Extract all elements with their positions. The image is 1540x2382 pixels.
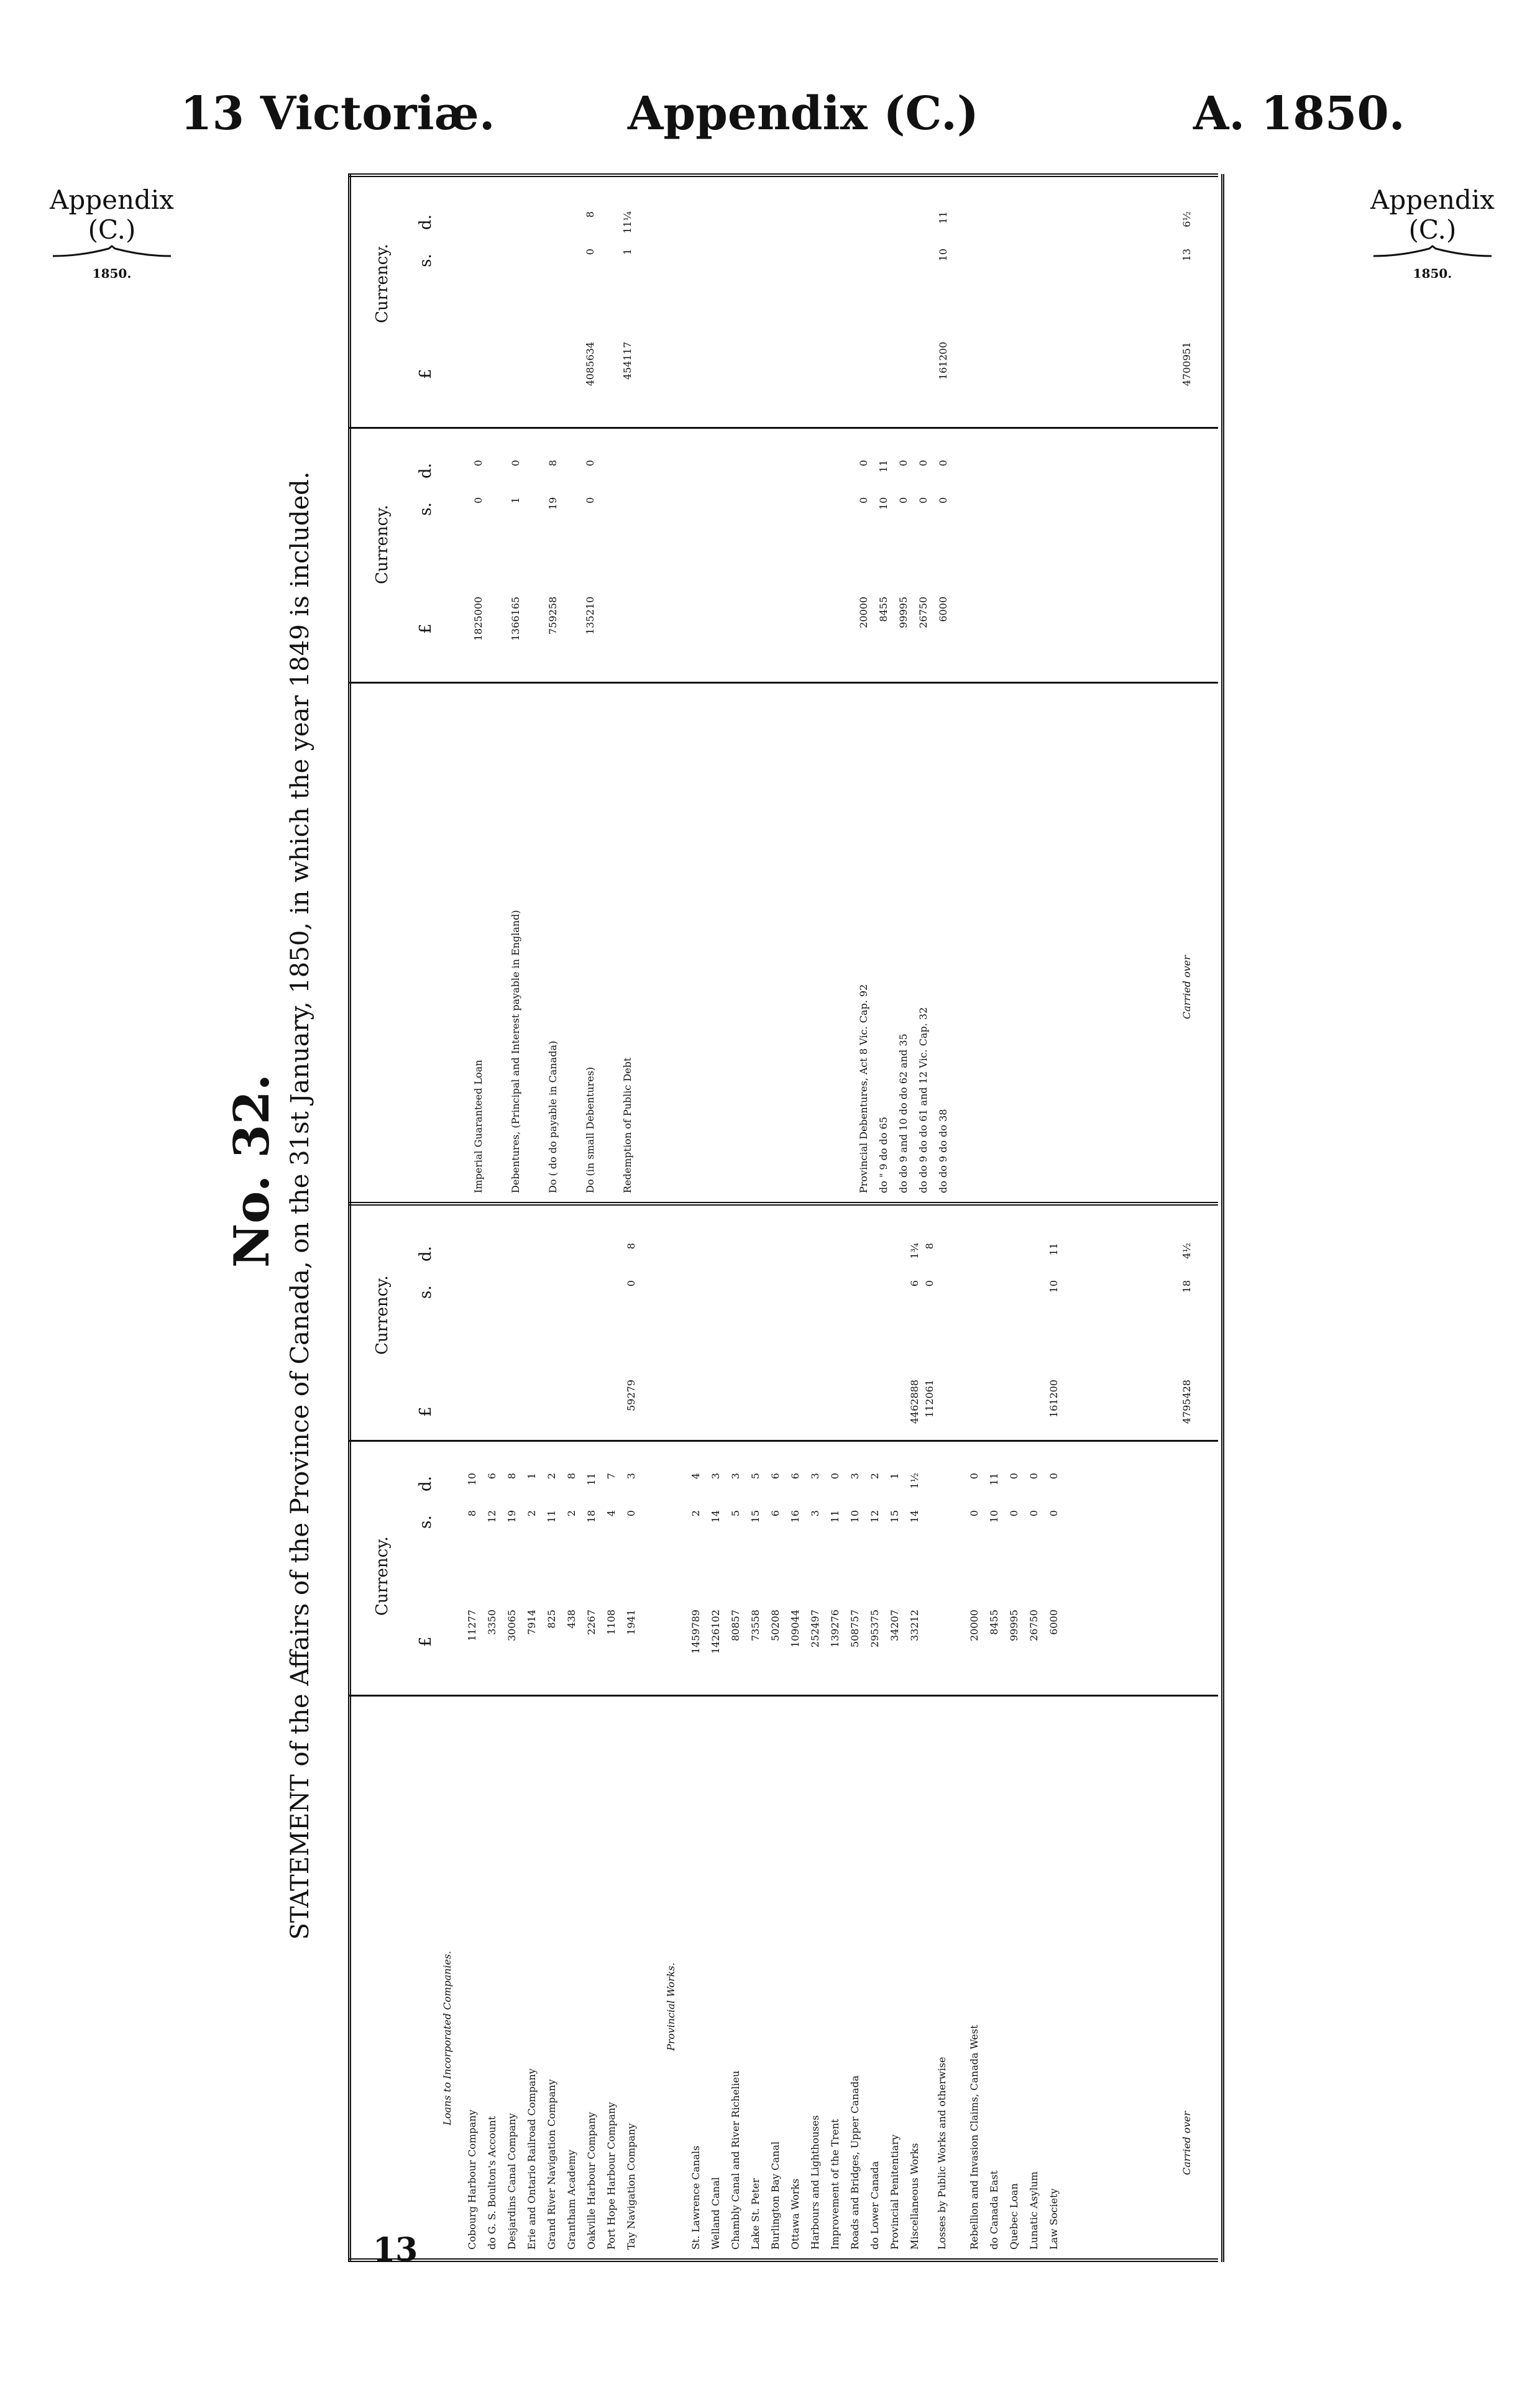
works-row-shillings: 5 [730,1510,741,1517]
loans-total-shillings: 0 [625,1280,637,1287]
claims-row-pounds: 20000 [968,1610,980,1641]
works-row-pounds: 1459789 [690,1610,702,1654]
works-row-name: Improvement of the Trent [829,2119,841,2250]
loan-row-pence: 6 [486,1473,498,1480]
margin-note-sub: (C.) [1408,214,1457,245]
works-row-pence: 1½ [909,1473,920,1489]
works-row-name: Chambly Canal and River Richelieu [730,2070,741,2250]
brace-icon [1370,245,1495,259]
claims-row-name: Law Society [1048,2188,1060,2250]
claims-row-pounds: 8455 [988,1610,1000,1635]
pence-header: d. [416,463,435,479]
loan-row-shillings: 12 [486,1510,498,1523]
claims-row-name: do Canada East [988,2170,1000,2250]
works-row-pence: 2 [869,1473,881,1480]
works-row-name: Miscellaneous Works [909,2143,920,2250]
works-row-pence: 3 [849,1473,861,1480]
works-row-pounds: 33212 [909,1610,920,1641]
works-row-shillings: 15 [749,1510,761,1523]
statement-table [348,174,1224,2262]
loans-total-pounds: 59279 [625,1380,637,1411]
margin-note-label: Appendix [1370,185,1495,215]
claims-row-pounds: 99995 [1008,1610,1020,1641]
column-rule [348,1440,1218,1442]
liability-row-pence: 0 [584,460,596,467]
loan-row-shillings: 4 [605,1510,617,1517]
works-row-pounds: 508757 [849,1610,861,1648]
carried-over-right: Carried over [1181,955,1193,1019]
claims-row-shillings: 0 [1008,1510,1020,1517]
works-row-shillings: 6 [769,1510,781,1517]
section-loans-heading: Loans to Incorporated Companies. [441,1951,453,2125]
works-row-pence: 3 [710,1473,722,1480]
debenture-row-name: do " 9 do do 65 [878,1117,889,1193]
debenture-row-pence: 0 [858,460,869,467]
loans-total-pence: 8 [625,1243,637,1250]
debenture-row-name: do do 9 and 10 do do 62 and 35 [897,1033,909,1193]
claims-row-name: Rebellion and Invasion Claims, Canada West [968,2025,980,2250]
margin-note-label: Appendix [49,185,174,215]
works-row-name: Roads and Bridges, Upper Canada [849,2075,861,2250]
claims-row-shillings: 0 [968,1510,980,1517]
works-row-pounds: 1426102 [710,1610,722,1654]
header-center: Appendix (C.) [628,87,979,140]
works-row-pounds: 252497 [809,1610,821,1648]
debenture-row-pounds: 20000 [858,597,869,628]
works-row-pounds: 34207 [889,1610,901,1641]
works-row-pence: 5 [749,1473,761,1480]
loan-row-name: do G. S. Boulton's Account [486,2116,498,2250]
works-row-name: do Lower Canada [869,2161,881,2250]
works-total-shillings: 6 [909,1280,920,1287]
works-row-name: Provincial Penitentiary [889,2134,901,2250]
works-row-name: Ottawa Works [789,2178,801,2250]
loan-row-pence: 8 [566,1473,577,1480]
liability-row-pounds: 1366165 [510,597,521,641]
loan-row-pounds: 2267 [585,1610,597,1635]
debenture-row-name: Provincial Debentures, Act 8 Vic. Cap. 92 [858,984,869,1193]
works-row-shillings: 16 [789,1510,801,1523]
debentures-total-pounds: 161200 [937,342,949,380]
carried-over-left: Carried over [1181,2111,1193,2175]
losses-row-pounds: 112061 [924,1380,935,1418]
loan-row-pounds: 438 [566,1610,577,1629]
loan-row-shillings: 2 [526,1510,538,1517]
column-rule [348,2258,1218,2262]
liability-row-name: Imperial Guaranteed Loan [472,1060,484,1193]
liability-row-name: Do (in small Debentures) [584,1066,596,1193]
loan-row-pence: 1 [526,1473,538,1480]
liability-row-pounds: 135210 [584,597,596,635]
works-row-shillings: 14 [909,1510,920,1523]
liability-row-shillings: 0 [584,497,596,504]
shilling-header: s. [416,254,435,267]
liability-row-shillings: 1 [510,497,521,504]
works-row-pence: 3 [809,1473,821,1480]
works-row-shillings: 14 [710,1510,722,1523]
carried-total-right-shillings: 13 [1181,249,1193,262]
claims-row-pence: 0 [1048,1473,1060,1480]
losses-row-name: Losses by Public Works and otherwise [936,2056,948,2250]
claims-row-pence: 0 [968,1473,980,1480]
carried-total-right-pence: 6½ [1181,211,1193,227]
works-row-shillings: 11 [829,1510,841,1523]
redemption-row-pounds: 454117 [621,342,633,380]
liability-row-pence: 0 [472,460,484,467]
pound-header: £ [416,1406,435,1417]
liability-total-pence: 8 [584,211,596,218]
section-works-heading: Provincial Works. [665,1963,677,2051]
brace-icon [50,245,174,259]
shilling-header: s. [416,1285,435,1299]
loan-row-pence: 7 [605,1473,617,1480]
works-row-pence: 1 [889,1473,901,1480]
carried-total-right-pounds: 4700951 [1181,342,1193,387]
loan-row-pounds: 825 [546,1610,557,1629]
loan-row-pounds: 3350 [486,1610,498,1635]
claims-row-name: Lunatic Asylum [1028,2171,1040,2250]
loan-row-shillings: 2 [566,1510,577,1517]
loan-row-pence: 3 [625,1473,637,1480]
claims-total-shillings: 10 [1048,1280,1060,1293]
shilling-header: s. [416,502,435,516]
page-number: 13 [373,2231,418,2269]
column-rule [348,1202,1218,1206]
liability-row-pence: 8 [547,460,559,467]
works-row-pounds: 80857 [730,1610,741,1641]
redemption-row-shillings: 1 [621,249,633,255]
works-row-pounds: 109044 [789,1610,801,1648]
loan-row-shillings: 0 [625,1510,637,1517]
loan-row-pounds: 7914 [526,1610,538,1635]
liability-row-pounds: 759258 [547,597,559,635]
debenture-row-name: do do 9 do do 38 [937,1109,949,1193]
loan-row-pounds: 11277 [466,1610,478,1641]
carried-total-left-shillings: 18 [1181,1280,1193,1293]
claims-row-shillings: 0 [1048,1510,1060,1517]
works-row-pounds: 295375 [869,1610,881,1648]
debenture-row-shillings: 0 [917,497,929,504]
works-total-pounds: 4462888 [909,1380,920,1424]
pound-header: £ [416,1636,435,1647]
loan-row-shillings: 11 [546,1510,557,1523]
debenture-row-pence: 11 [878,460,889,473]
claims-row-pounds: 26750 [1028,1610,1040,1641]
pound-header: £ [416,369,435,379]
loan-row-pence: 2 [546,1473,557,1480]
claims-row-pounds: 6000 [1048,1610,1060,1635]
works-row-shillings: 12 [869,1510,881,1523]
claims-row-name: Quebec Loan [1008,2183,1020,2250]
loan-row-pence: 11 [585,1473,597,1486]
loan-row-shillings: 19 [506,1510,518,1523]
liability-row-pounds: 1825000 [472,597,484,641]
debentures-total-pence: 11 [937,211,949,224]
claims-row-pence: 11 [988,1473,1000,1486]
works-row-name: Lake St. Peter [749,2178,761,2250]
debenture-row-pence: 0 [897,460,909,467]
loan-row-name: Port Hope Harbour Company [605,2102,617,2250]
works-row-pence: 6 [769,1473,781,1480]
debenture-row-pence: 0 [937,460,949,467]
carried-total-left-pence: 4½ [1181,1243,1193,1259]
currency-header-c4: Currency. [373,244,392,323]
liability-row-shillings: 0 [472,497,484,504]
works-row-pounds: 73558 [749,1610,761,1641]
claims-row-pence: 0 [1028,1473,1040,1480]
works-row-shillings: 2 [690,1510,702,1517]
header-right: A. 1850. [1193,87,1405,140]
column-rule [348,682,1218,684]
column-rule [348,173,1218,177]
debenture-row-pounds: 6000 [937,597,949,622]
loan-row-name: Desjardins Canal Company [506,2113,518,2250]
currency-header-c1: Currency. [373,1536,392,1616]
loan-row-name: Oakville Harbour Company [585,2112,597,2250]
column-rule [348,1695,1218,1697]
claims-row-shillings: 10 [988,1510,1000,1523]
pence-header: d. [416,1246,435,1262]
margin-note-left [28,185,196,288]
works-row-pounds: 50208 [769,1610,781,1641]
debenture-row-pence: 0 [917,460,929,467]
works-row-pence: 4 [690,1473,702,1480]
doc-number: No. 32. [224,1074,280,1268]
loan-row-pounds: 30065 [506,1610,518,1641]
works-row-shillings: 10 [849,1510,861,1523]
margin-note-year: 1850. [92,266,132,281]
debenture-row-shillings: 10 [878,497,889,510]
margin-note-right [1349,185,1516,288]
currency-header-c2: Currency. [373,1275,392,1355]
loan-row-pounds: 1941 [625,1610,637,1635]
loan-row-name: Grantham Academy [566,2150,577,2250]
works-row-name: St. Lawrence Canals [690,2145,702,2250]
claims-row-pence: 0 [1008,1473,1020,1480]
debenture-row-pounds: 26750 [917,597,929,628]
liability-row-name: Debentures, (Principal and Interest payable in England) [510,910,521,1193]
liability-total-shillings: 0 [584,249,596,255]
loan-row-name: Erie and Ontario Railroad Company [526,2068,538,2250]
margin-note-year: 1850. [1413,266,1452,281]
works-row-shillings: 15 [889,1510,901,1523]
debenture-row-pounds: 8455 [878,597,889,622]
works-total-pence: 1¾ [909,1243,920,1259]
loan-row-pounds: 1108 [605,1610,617,1635]
loan-row-name: Cobourg Harbour Company [466,2109,478,2250]
works-row-pence: 0 [829,1473,841,1480]
carried-total-left-pounds: 4795428 [1181,1380,1193,1424]
loan-row-name: Grand River Navigation Company [546,2079,557,2250]
works-row-pence: 3 [730,1473,741,1480]
pence-header: d. [416,1476,435,1491]
loan-row-shillings: 18 [585,1510,597,1523]
losses-row-shillings: 0 [924,1280,935,1287]
loan-row-pence: 8 [506,1473,518,1480]
liability-row-pence: 0 [510,460,521,467]
losses-row-pence: 8 [924,1243,935,1250]
works-row-name: Harbours and Lighthouses [809,2115,821,2250]
works-row-name: Burlington Bay Canal [769,2141,781,2250]
claims-row-shillings: 0 [1028,1510,1040,1517]
debenture-row-shillings: 0 [897,497,909,504]
margin-note-sub: (C.) [88,214,136,245]
statement-table-rotated [224,174,1280,2262]
works-row-shillings: 3 [809,1510,821,1517]
debenture-row-shillings: 0 [937,497,949,504]
works-row-name: Welland Canal [710,2177,722,2250]
works-row-pounds: 139276 [829,1610,841,1648]
column-rule [348,427,1218,429]
statement-title: STATEMENT of the Affairs of the Province of Canada, on the 31st January, 1850, in which the year 1849 is included. [286,471,314,1940]
pence-header: d. [416,214,435,230]
debenture-row-pounds: 99995 [897,597,909,628]
debenture-row-shillings: 0 [858,497,869,504]
debentures-total-shillings: 10 [937,249,949,262]
claims-total-pence: 11 [1048,1243,1060,1256]
loan-row-shillings: 8 [466,1510,478,1517]
loan-row-pence: 10 [466,1473,478,1486]
liability-total-pounds: 4085634 [584,342,596,387]
claims-total-pounds: 161200 [1048,1380,1060,1418]
currency-header-c3: Currency. [373,505,392,584]
redemption-row-pence: 11¼ [621,211,633,234]
shilling-header: s. [416,1515,435,1529]
liability-row-shillings: 19 [547,497,559,510]
liability-row-name: Do ( do do payable in Canada) [547,1040,559,1193]
debenture-row-name: do do 9 do do 61 and 12 Vic. Cap. 32 [917,1007,929,1193]
pound-header: £ [416,623,435,634]
works-row-pence: 6 [789,1473,801,1480]
redemption-row-name: Redemption of Public Debt [621,1057,633,1193]
header-left: 13 Victoriæ. [180,87,495,140]
loan-row-name: Tay Navigation Company [625,2123,637,2250]
